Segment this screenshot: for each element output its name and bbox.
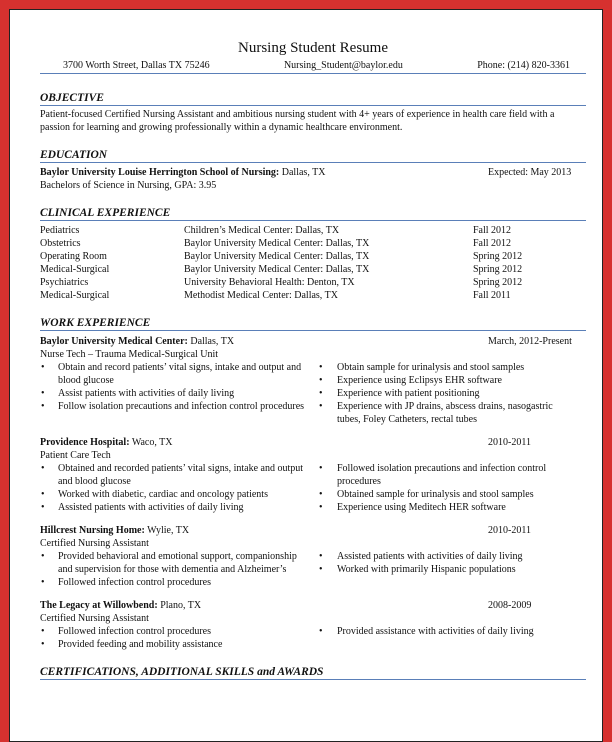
job-entry bbox=[40, 524, 586, 589]
duty-item: • Followed isolation precautions and infection control procedures bbox=[337, 462, 586, 488]
duty-item: • Followed infection control procedures bbox=[58, 625, 313, 638]
duty-item: • Experience using Meditech HER software bbox=[337, 501, 586, 514]
certifications-heading: CERTIFICATIONS, ADDITIONAL SKILLS and AWARDS bbox=[40, 666, 586, 680]
job-employer-line bbox=[40, 335, 488, 348]
job-role: Certified Nursing Assistant bbox=[40, 613, 149, 624]
document-frame bbox=[9, 9, 603, 742]
clinical-term: Fall 2011 bbox=[473, 290, 511, 301]
clinical-place: Children’s Medical Center: Dallas, TX bbox=[184, 225, 340, 236]
job-employer-line bbox=[40, 599, 488, 612]
clinical-term: Spring 2012 bbox=[473, 264, 523, 275]
job-employer: The Legacy at Willowbend: bbox=[40, 600, 158, 611]
duty-list bbox=[313, 625, 586, 638]
duties-column-left bbox=[40, 625, 313, 651]
clinical-area: Medical-Surgical bbox=[40, 290, 110, 301]
objective-text: Patient-focused Certified Nursing Assistant and ambitious nursing student with 4+ years of experience in health care field with a passion for learning and growing professionally within a dynamic healthcare environment. bbox=[40, 109, 555, 133]
clinical-place: Baylor University Medical Center: Dallas, TX bbox=[184, 264, 370, 275]
work-list bbox=[40, 335, 586, 651]
job-header bbox=[40, 436, 586, 449]
job-dates: 2010-2011 bbox=[488, 437, 531, 448]
duties-column-left bbox=[40, 462, 313, 514]
job-dates: March, 2012-Present bbox=[488, 336, 572, 347]
duty-item: • Experience using Eclipsys EHR software bbox=[337, 374, 586, 387]
duty-item: • Assisted patients with activities of daily living bbox=[58, 501, 313, 514]
duty-list bbox=[313, 361, 586, 426]
job-dates: 2008-2009 bbox=[488, 600, 532, 611]
job-role: Certified Nursing Assistant bbox=[40, 538, 149, 549]
job-location: Wylie, TX bbox=[144, 525, 190, 536]
contact-line bbox=[40, 60, 586, 71]
education-heading: EDUCATION bbox=[40, 149, 586, 163]
job-entry bbox=[40, 436, 586, 514]
degree-text: Bachelors of Science in Nursing, GPA: 3.95 bbox=[40, 180, 217, 191]
job-duties bbox=[40, 361, 586, 426]
email-text: Nursing_Student@baylor.edu bbox=[283, 60, 403, 71]
clinical-row bbox=[40, 263, 586, 276]
duty-list bbox=[40, 361, 313, 413]
job-employer: Baylor University Medical Center: bbox=[40, 336, 188, 347]
job-location: Dallas, TX bbox=[187, 336, 235, 347]
job-duties bbox=[40, 625, 586, 651]
job-header bbox=[40, 599, 586, 612]
duty-item: • Obtained and recorded patients’ vital signs, intake and output and blood glucose bbox=[58, 462, 313, 488]
clinical-area: Obstetrics bbox=[40, 238, 81, 249]
education-row bbox=[40, 166, 586, 179]
job-entry bbox=[40, 599, 586, 651]
duties-column-right bbox=[313, 625, 586, 651]
clinical-term: Spring 2012 bbox=[473, 277, 523, 288]
objective-heading: OBJECTIVE bbox=[40, 92, 586, 106]
clinical-term: Spring 2012 bbox=[473, 251, 523, 262]
job-entry bbox=[40, 335, 586, 426]
job-employer-line bbox=[40, 524, 488, 537]
duty-item: • Follow isolation precautions and infection control procedures bbox=[58, 400, 313, 413]
duty-item: • Obtain sample for urinalysis and stool samples bbox=[337, 361, 586, 374]
duty-item: • Provided assistance with activities of daily living bbox=[337, 625, 586, 638]
address-text: 3700 Worth Street, Dallas TX 75246 bbox=[63, 60, 210, 71]
duty-item: • Obtain and record patients’ vital signs, intake and output and blood glucose bbox=[58, 361, 313, 387]
clinical-heading: CLINICAL EXPERIENCE bbox=[40, 207, 586, 221]
job-role: Nurse Tech – Trauma Medical-Surgical Unit bbox=[40, 349, 219, 360]
school-name: Baylor University Louise Herrington School of Nursing: bbox=[40, 167, 280, 178]
clinical-place: Methodist Medical Center: Dallas, TX bbox=[184, 290, 338, 301]
duties-column-right bbox=[313, 462, 586, 514]
clinical-row bbox=[40, 289, 586, 302]
clinical-place: Baylor University Medical Center: Dallas, TX bbox=[184, 251, 370, 262]
job-duties bbox=[40, 462, 586, 514]
duty-item: • Provided feeding and mobility assistance bbox=[58, 638, 313, 651]
header-divider bbox=[40, 73, 586, 74]
resume-page bbox=[40, 40, 586, 680]
clinical-term: Fall 2012 bbox=[473, 238, 512, 249]
clinical-row bbox=[40, 276, 586, 289]
clinical-area: Pediatrics bbox=[40, 225, 80, 236]
clinical-list bbox=[40, 224, 586, 302]
clinical-area: Medical-Surgical bbox=[40, 264, 110, 275]
duty-list bbox=[313, 550, 586, 576]
duty-item: • Followed infection control procedures bbox=[58, 576, 313, 589]
job-employer-line bbox=[40, 436, 488, 449]
duty-item: • Assisted patients with activities of daily living bbox=[337, 550, 586, 563]
job-duties bbox=[40, 550, 586, 589]
duty-item: • Experience with patient positioning bbox=[337, 387, 586, 400]
job-dates: 2010-2011 bbox=[488, 525, 531, 536]
duty-item: • Obtained sample for urinalysis and stool samples bbox=[337, 488, 586, 501]
duties-column-right bbox=[313, 550, 586, 589]
duties-column-left bbox=[40, 550, 313, 589]
job-location: Waco, TX bbox=[129, 437, 173, 448]
clinical-area: Operating Room bbox=[40, 251, 107, 262]
duties-column-right bbox=[313, 361, 586, 426]
job-header bbox=[40, 524, 586, 537]
education-date: Expected: May 2013 bbox=[488, 167, 572, 178]
phone-text: Phone: (214) 820-3361 bbox=[477, 60, 570, 71]
clinical-place: Baylor University Medical Center: Dallas, TX bbox=[184, 238, 370, 249]
duty-list bbox=[40, 625, 313, 651]
clinical-place: University Behavioral Health: Denton, TX bbox=[184, 277, 355, 288]
clinical-term: Fall 2012 bbox=[473, 225, 512, 236]
duties-column-left bbox=[40, 361, 313, 426]
duty-item: • Worked with primarily Hispanic populations bbox=[337, 563, 586, 576]
page-title: Nursing Student Resume bbox=[238, 40, 388, 56]
duty-item: • Worked with diabetic, cardiac and oncology patients bbox=[58, 488, 313, 501]
clinical-row bbox=[40, 224, 586, 237]
job-role: Patient Care Tech bbox=[40, 450, 111, 461]
duty-list bbox=[40, 550, 313, 589]
job-employer: Hillcrest Nursing Home: bbox=[40, 525, 145, 536]
duty-list bbox=[40, 462, 313, 514]
duty-item: • Experience with JP drains, abscess drains, nasogastric tubes, Foley Catheters, rectal tubes bbox=[337, 400, 586, 426]
job-header bbox=[40, 335, 586, 348]
job-employer: Providence Hospital: bbox=[40, 437, 130, 448]
school-location: Dallas, TX bbox=[279, 167, 326, 178]
clinical-area: Psychiatrics bbox=[40, 277, 89, 288]
job-location: Plano, TX bbox=[157, 600, 202, 611]
clinical-row bbox=[40, 250, 586, 263]
clinical-row bbox=[40, 237, 586, 250]
work-heading: WORK EXPERIENCE bbox=[40, 317, 586, 331]
duty-list bbox=[313, 462, 586, 514]
duty-item: • Provided behavioral and emotional support, companionship and supervision for those with dementia and Alzheimer’s bbox=[58, 550, 313, 576]
duty-item: • Assist patients with activities of daily living bbox=[58, 387, 313, 400]
